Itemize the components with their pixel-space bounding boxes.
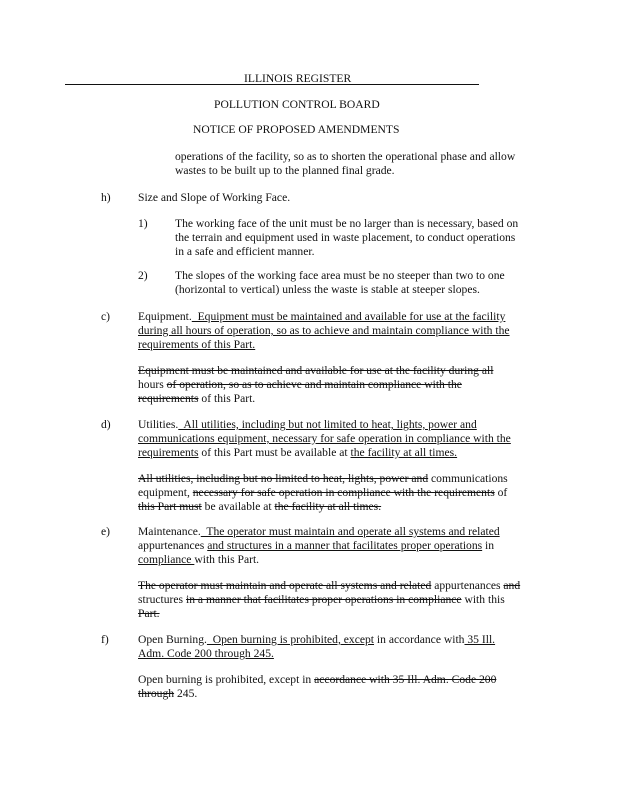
text-segment: Equipment. — [138, 310, 192, 323]
notice-title: NOTICE OF PROPOSED AMENDMENTS — [193, 123, 400, 136]
text-line — [138, 687, 197, 701]
text-line — [175, 269, 505, 283]
inserted-text: during all hours of operation, so as to achieve and maintain compliance with the — [138, 324, 510, 337]
text-line — [138, 364, 493, 378]
text-line — [138, 324, 510, 338]
text-segment: Size and Slope of Working Face. — [138, 191, 291, 204]
deleted-text: in a manner that facilitates proper operations in compliance — [185, 593, 462, 606]
text-line — [138, 553, 259, 567]
register-title: ILLINOIS REGISTER — [244, 72, 352, 85]
text-line — [175, 164, 395, 178]
text-segment: hours — [138, 378, 167, 391]
text-line — [138, 446, 457, 460]
inserted-text: at the facility — [444, 310, 506, 323]
text-line — [138, 539, 494, 553]
deleted-text: this Part must — [138, 500, 202, 513]
inserted-text: Open burning is prohibited, except — [206, 633, 375, 646]
paragraph-label: c) — [101, 310, 111, 323]
text-line — [138, 392, 255, 406]
text-segment: with this Part. — [194, 553, 260, 566]
text-line — [138, 418, 477, 432]
text-line — [138, 472, 508, 486]
deleted-text: necessary for safe operation in compliance with the requirements — [192, 486, 495, 499]
inserted-text: compliance — [138, 553, 195, 566]
paragraph-label: e) — [101, 525, 111, 538]
deleted-text: of operation, so as to achieve and maintain compliance with the — [166, 378, 462, 391]
text-segment: with this — [461, 593, 505, 606]
inserted-text: The operator must maintain and operate all systems and related — [200, 525, 500, 538]
text-line — [175, 150, 515, 164]
deleted-text: through — [138, 687, 175, 700]
text-segment: Open burning is prohibited, except in — [138, 673, 315, 686]
text-segment: Maintenance. — [138, 525, 201, 538]
deleted-text: Equipment must be maintained and available for use at the facility during all — [138, 364, 494, 377]
text-segment: of this Part must be available at — [198, 446, 351, 459]
text-segment: operations of the facility, so as to shorten the operational phase and allow — [175, 150, 516, 163]
text-line — [175, 283, 480, 297]
text-line — [138, 378, 462, 392]
text-segment: in accordance with — [374, 633, 465, 646]
text-segment: of this Part. — [198, 392, 256, 405]
text-segment: The working face of the unit must be no larger than is necessary, based on — [175, 217, 519, 230]
inserted-text: requirements of this Part. — [138, 338, 256, 351]
deleted-text: The operator must maintain and operate all systems and related — [138, 579, 432, 592]
deleted-text: the facility at all times. — [274, 500, 382, 513]
text-line — [138, 673, 496, 687]
text-segment: 245. — [174, 687, 198, 700]
text-segment: wastes to be built up to the planned final grade. — [175, 164, 395, 177]
text-segment: Open Burning. — [138, 633, 207, 646]
text-segment: (horizontal to vertical) unless the waste is stable at steeper slopes. — [175, 283, 480, 296]
inserted-text: 35 Ill. — [464, 633, 496, 646]
text-line — [138, 647, 274, 661]
text-line — [138, 338, 255, 352]
text-line — [138, 191, 290, 205]
text-segment: be available at — [201, 500, 275, 513]
text-segment: appurtenances — [138, 539, 208, 552]
text-segment: Utilities. — [138, 418, 179, 431]
text-line — [138, 593, 505, 607]
paragraph-label: 1) — [138, 217, 148, 230]
text-segment: appurtenances — [431, 579, 504, 592]
text-segment: in a safe and efficient manner. — [175, 245, 315, 258]
text-line — [138, 633, 495, 647]
board-name: POLLUTION CONTROL BOARD — [214, 98, 380, 111]
inserted-text: and structures in a manner that facilitates proper operations — [207, 539, 483, 552]
deleted-text: All utilities, including but no limited to heat, lights, power and — [138, 472, 429, 485]
text-segment: of — [494, 486, 508, 499]
inserted-text: Equipment must be maintained and available for use — [191, 310, 445, 323]
paragraph-label: f) — [101, 633, 109, 646]
inserted-text: Adm. Code 200 through 245. — [138, 647, 274, 660]
deleted-text: Part. — [138, 607, 160, 620]
text-line — [138, 579, 520, 593]
deleted-text: accordance with 35 Ill. Adm. Code 200 — [314, 673, 497, 686]
deleted-text: and — [503, 579, 521, 592]
paragraph-label: d) — [101, 418, 111, 431]
text-line — [138, 310, 505, 324]
text-segment: The slopes of the working face area must be no steeper than two to one — [175, 269, 505, 282]
text-line — [175, 231, 515, 245]
text-segment: structures — [138, 593, 186, 606]
deleted-text: requirements — [138, 392, 199, 405]
text-line — [138, 500, 381, 514]
text-line — [175, 217, 518, 231]
inserted-text: All utilities, including but not limited to heat, lights, power and — [178, 418, 477, 431]
text-line — [138, 607, 160, 621]
inserted-text: communications equipment, necessary for safe operation in compliance with the — [138, 432, 511, 445]
paragraph-label: 2) — [138, 269, 148, 282]
text-segment: in — [482, 539, 495, 552]
text-segment: equipment, — [138, 486, 193, 499]
text-line — [175, 245, 315, 259]
inserted-text: the facility at all times. — [350, 446, 458, 459]
text-line — [138, 486, 507, 500]
text-line — [138, 525, 500, 539]
text-line — [138, 432, 511, 446]
text-segment: the terrain and equipment used in waste placement, to conduct operations — [175, 231, 516, 244]
inserted-text: requirements — [138, 446, 199, 459]
text-segment: communications — [428, 472, 508, 485]
paragraph-label: h) — [101, 191, 111, 204]
